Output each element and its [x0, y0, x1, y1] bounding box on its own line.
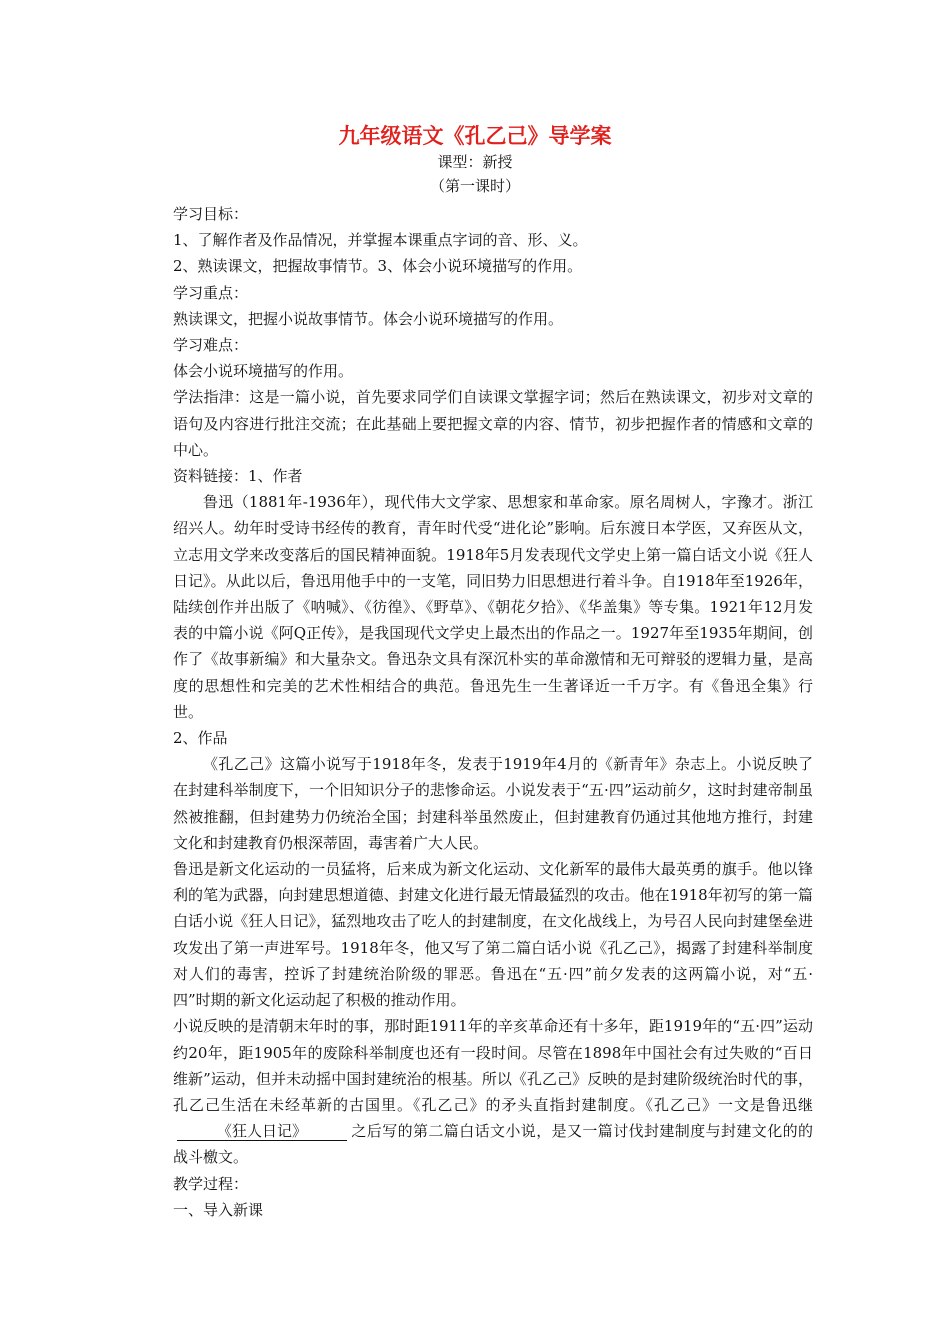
- works-text: 之后写的第二篇白话文小说，是又一篇讨伐封建制度与封建文化的的战斗檄文。: [173, 1122, 813, 1167]
- goal-item: 2、熟读课文，把握故事情节。3、体会小说环境描写的作用。: [173, 257, 583, 276]
- goals-heading: 学习目标：: [173, 205, 249, 223]
- fill-blank-answer: 《狂人日记》: [177, 1122, 347, 1141]
- works-paragraph: [173, 1013, 813, 1170]
- process-heading: 教学过程：: [173, 1174, 249, 1193]
- works-heading: 2、作品: [173, 729, 228, 748]
- resources-heading: 资料链接：1、作者: [173, 467, 303, 486]
- focus-text: 熟读课文，把握小说故事情节。体会小说环境描写的作用。: [173, 309, 564, 328]
- works-paragraph: 鲁迅是新文化运动的一员猛将，后来成为新文化运动、文化新军的最伟大最英勇的旗手。他以锋利的笔为武器，向封建思想道德、封建文化进行最无情最猛烈的攻击。他在1918年初写的第一篇白话小说《狂人日记》，猛烈地攻击了吃人的封建制度，在文化战线上，为号召人民向封建堡垒进攻发出了第一声进军号。1918年冬，他又写了第二篇白话小说《孔乙己》，揭露了封建科举制度对人们的毒害，控诉了封建统治阶级的罪恶。鲁迅在“五·四”前夕发表的这两篇小说，对“五·四”时期的新文化运动起了积极的推动作用。: [173, 860, 813, 1010]
- method-paragraph: 学法指津：这是一篇小说，首先要求同学们自读课文掌握字词；然后在熟读课文，初步对文章的语句及内容进行批注交流；在此基础上要把握文章的内容、情节，初步把握作者的情感和文章的中心。: [173, 388, 813, 459]
- author-paragraph: 鲁迅（1881年-1936年），现代伟大文学家、思想家和革命家。原名周树人，字豫才。浙江绍兴人。幼年时受诗书经传的教育，青年时代受“进化论”影响。后东渡日本学医，又弃医从文，立志用文学来改变落后的国民精神面貌。1918年5月发表现代文学史上第一篇白话文小说《狂人日记》。从此以后，鲁迅用他手中的一支笔，同旧势力旧思想进行着斗争。自1918年至1926年，陆续创作并出版了《呐喊》、《彷徨》、《野草》、《朝花夕拾》、《华盖集》等专集。1921年12月发表的中篇小说《阿Q正传》，是我国现代文学史上最杰出的作品之一。1927年至1935年期间，创作了《故事新编》和大量杂文。鲁迅杂文具有深沉朴实的革命激情和无可辩驳的逻辑力量，是高度的思想性和完美的艺术性相结合的典范。鲁迅先生一生著译近一千万字。有《鲁迅全集》行世。: [173, 493, 813, 721]
- lesson-type: 课型：新授: [437, 153, 513, 171]
- goal-item: 1、了解作者及作品情况，并掌握本课重点字词的音、形、义。: [173, 231, 588, 250]
- works-paragraph: 《孔乙己》这篇小说写于1918年冬，发表于1919年4月的《新青年》杂志上。小说反映了在封建科举制度下，一个旧知识分子的悲惨命运。小说发表于“五·四”运动前夕，这时封建帝制虽然被推翻，但封建势力仍统治全国；封建科举虽然废止，但封建教育仍通过其他地方推行，封建文化和封建教育仍根深蒂固，毒害着广大人民。: [173, 755, 813, 852]
- works-text: 小说反映的是清朝末年时的事，那时距1911年的辛亥革命还有十多年，距1919年的“五·四”运动约20年，距1905年的废除科举制度也还有一段时间。尽管在1898年中国社会有过失败的“百日维新”运动，但并未动摇中国封建统治的根基。所以《孔乙己》反映的是封建阶级统治时代的事，孔乙己生活在未经革新的古国里。《孔乙己》的矛头直指封建制度。《孔乙己》一文是鲁迅继: [173, 1017, 813, 1114]
- document-title: 九年级语文《孔乙己》导学案: [338, 123, 612, 148]
- document-body: [173, 201, 813, 1223]
- focus-heading: 学习重点：: [173, 283, 249, 302]
- difficulty-heading: 学习难点：: [173, 336, 249, 355]
- lesson-period: （第一课时）: [429, 177, 520, 195]
- process-item: 一、导入新课: [173, 1200, 264, 1219]
- difficulty-text: 体会小说环境描写的作用。: [173, 362, 354, 381]
